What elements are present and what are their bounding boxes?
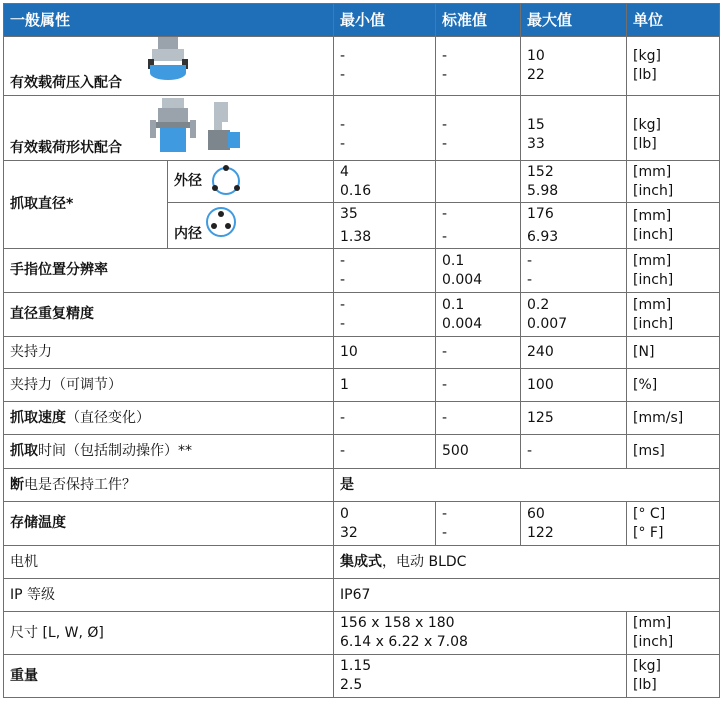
label-rest: 电是否保持工件？ bbox=[24, 476, 136, 493]
label-rest: 时间（包括制动操作）** bbox=[38, 443, 192, 459]
dimensions-value bbox=[334, 612, 627, 655]
min-cell bbox=[334, 161, 436, 203]
min-cell: 1 bbox=[334, 369, 436, 402]
value: - bbox=[340, 252, 346, 269]
header-typical: 标准值 bbox=[436, 4, 521, 37]
value: 0.1 bbox=[442, 252, 465, 269]
typ-cell bbox=[436, 161, 521, 203]
table-row bbox=[4, 402, 720, 435]
label-bold: 抓取速度 bbox=[10, 409, 66, 426]
value: - bbox=[340, 117, 346, 133]
value: 60 bbox=[527, 505, 545, 522]
weight-value bbox=[334, 655, 627, 698]
value: - bbox=[340, 136, 346, 152]
value: [lb] bbox=[633, 677, 657, 693]
value: [inch] bbox=[633, 634, 674, 650]
unit-cell bbox=[627, 612, 720, 655]
value: 0.007 bbox=[527, 315, 568, 332]
unit-cell: [ms] bbox=[627, 435, 720, 469]
value: [lb] bbox=[633, 67, 657, 83]
table-row bbox=[4, 369, 720, 402]
value: [mm] bbox=[633, 207, 672, 224]
dimensions-label: 尺寸 [L, W, Ø] bbox=[4, 612, 334, 655]
max-cell: 240 bbox=[521, 337, 627, 369]
value: 122 bbox=[527, 524, 554, 541]
typ-cell bbox=[436, 502, 521, 546]
external-label-cell bbox=[168, 161, 334, 203]
typ-cell: - bbox=[436, 402, 521, 435]
value: - bbox=[442, 228, 448, 245]
value: - bbox=[442, 67, 448, 83]
value bbox=[442, 182, 514, 201]
min-cell bbox=[334, 293, 436, 337]
unit-cell bbox=[627, 655, 720, 698]
gripper-force-fit-icon bbox=[144, 37, 192, 83]
header-unit: 单位 bbox=[627, 4, 720, 37]
value: [kg] bbox=[633, 117, 661, 133]
typ-cell bbox=[436, 96, 521, 161]
value: 5.98 bbox=[527, 182, 559, 199]
ip-class-label: IP 等级 bbox=[4, 579, 334, 612]
typ-cell: - bbox=[436, 369, 521, 402]
value: 10 bbox=[527, 48, 545, 64]
typ-cell bbox=[436, 293, 521, 337]
unit-cell bbox=[627, 249, 720, 293]
payload-force-label: 有效载荷压入配合 bbox=[10, 75, 122, 91]
min-cell bbox=[334, 203, 436, 249]
max-cell: 100 bbox=[521, 369, 627, 402]
value: - bbox=[442, 505, 448, 522]
value: [° C] bbox=[633, 505, 666, 522]
table-row bbox=[4, 96, 720, 161]
value: 0.1 bbox=[442, 296, 465, 313]
power-loss-value: 是 bbox=[334, 469, 720, 502]
header-max: 最大值 bbox=[521, 4, 627, 37]
value: - bbox=[442, 205, 448, 222]
value: [° F] bbox=[633, 524, 664, 541]
max-cell bbox=[521, 249, 627, 293]
value: 35 bbox=[340, 205, 358, 222]
table-row bbox=[4, 502, 720, 546]
value: 0.004 bbox=[442, 315, 483, 332]
finger-resolution-label: 手指位置分辨率 bbox=[4, 249, 334, 293]
value: - bbox=[442, 117, 448, 133]
ip-class-value: IP67 bbox=[334, 579, 720, 612]
min-cell: - bbox=[334, 435, 436, 469]
value: [inch] bbox=[633, 271, 674, 288]
value: 176 bbox=[527, 205, 554, 222]
value: 6.93 bbox=[527, 228, 559, 245]
value-bold: 集成式 bbox=[340, 553, 383, 570]
value: - bbox=[340, 67, 346, 83]
gripper-form-fit-icon bbox=[144, 98, 244, 154]
min-cell bbox=[334, 96, 436, 161]
value: [mm] bbox=[633, 252, 672, 269]
value: - bbox=[340, 271, 346, 288]
table-row bbox=[4, 546, 720, 579]
value: 156 x 158 x 180 bbox=[340, 615, 455, 631]
value: 1.15 bbox=[340, 658, 372, 674]
value bbox=[442, 163, 514, 182]
max-cell: - bbox=[521, 435, 627, 469]
min-cell bbox=[334, 249, 436, 293]
power-loss-label bbox=[4, 469, 334, 502]
table-row bbox=[4, 161, 720, 203]
value: 1.38 bbox=[340, 228, 372, 245]
typ-cell bbox=[436, 203, 521, 249]
value: 6.14 x 6.22 x 7.08 bbox=[340, 634, 468, 650]
unit-cell: [%] bbox=[627, 369, 720, 402]
typ-cell bbox=[436, 37, 521, 96]
max-cell bbox=[521, 96, 627, 161]
value: - bbox=[442, 136, 448, 152]
value: - bbox=[340, 315, 346, 332]
unit-cell bbox=[627, 37, 720, 96]
value: 2.5 bbox=[340, 677, 363, 693]
table-row bbox=[4, 337, 720, 369]
external-label: 外径 bbox=[174, 173, 202, 189]
value: 4 bbox=[340, 163, 349, 180]
weight-label: 重量 bbox=[4, 655, 334, 698]
max-cell bbox=[521, 203, 627, 249]
table-row bbox=[4, 655, 720, 698]
storage-temp-label: 存储温度 bbox=[4, 502, 334, 546]
value: - bbox=[527, 252, 533, 269]
min-cell bbox=[334, 502, 436, 546]
value: 15 bbox=[527, 117, 545, 133]
value: - bbox=[340, 296, 346, 313]
max-cell: 125 bbox=[521, 402, 627, 435]
unit-cell bbox=[627, 293, 720, 337]
unit-cell bbox=[627, 502, 720, 546]
value: [lb] bbox=[633, 136, 657, 152]
typ-cell: - bbox=[436, 337, 521, 369]
internal-grip-icon bbox=[204, 205, 238, 239]
motor-value bbox=[334, 546, 720, 579]
table-row bbox=[4, 293, 720, 337]
label-bold: 抓取 bbox=[10, 443, 38, 459]
max-cell bbox=[521, 293, 627, 337]
table-row bbox=[4, 579, 720, 612]
diameter-repeatability-label: 直径重复精度 bbox=[4, 293, 334, 337]
internal-label-cell bbox=[168, 203, 334, 249]
header-row bbox=[4, 4, 720, 37]
grip-force-label: 夹持力 bbox=[4, 337, 334, 369]
value: - bbox=[442, 48, 448, 64]
value: [mm] bbox=[633, 615, 672, 631]
label-rest: （直径变化） bbox=[66, 409, 150, 426]
min-cell bbox=[334, 37, 436, 96]
value: - bbox=[527, 271, 533, 288]
value: [mm] bbox=[633, 163, 672, 180]
value: 32 bbox=[340, 524, 358, 541]
max-cell bbox=[521, 161, 627, 203]
grip-time-label bbox=[4, 435, 334, 469]
value: 0.2 bbox=[527, 296, 550, 313]
max-cell bbox=[521, 502, 627, 546]
value: [inch] bbox=[633, 182, 674, 199]
value: [inch] bbox=[633, 226, 674, 243]
unit-cell bbox=[627, 203, 720, 249]
unit-cell bbox=[627, 161, 720, 203]
external-grip-icon bbox=[208, 163, 244, 199]
table-row bbox=[4, 249, 720, 293]
table-row bbox=[4, 37, 720, 96]
label-bold: 断 bbox=[10, 476, 24, 493]
value: 33 bbox=[527, 136, 545, 152]
value: [kg] bbox=[633, 48, 661, 64]
grip-force-adj-label: 夹持力（可调节） bbox=[4, 369, 334, 402]
min-cell: - bbox=[334, 402, 436, 435]
max-cell bbox=[521, 37, 627, 96]
grip-diameter-label: 抓取直径* bbox=[4, 161, 168, 249]
value: 22 bbox=[527, 67, 545, 83]
unit-cell: [mm/s] bbox=[627, 402, 720, 435]
value: - bbox=[442, 524, 448, 541]
motor-label: 电机 bbox=[4, 546, 334, 579]
value-rest: ，电动 BLDC bbox=[382, 553, 467, 570]
value: [inch] bbox=[633, 315, 674, 332]
value: [kg] bbox=[633, 658, 661, 674]
table-row bbox=[4, 612, 720, 655]
table-row bbox=[4, 469, 720, 502]
row-label bbox=[4, 96, 334, 161]
header-property: 一般属性 bbox=[4, 4, 334, 37]
payload-form-label: 有效载荷形状配合 bbox=[10, 140, 122, 156]
grip-speed-label bbox=[4, 402, 334, 435]
min-cell: 10 bbox=[334, 337, 436, 369]
row-label bbox=[4, 37, 334, 96]
value: 0.004 bbox=[442, 271, 483, 288]
value: - bbox=[340, 48, 346, 64]
value: 0.16 bbox=[340, 182, 372, 199]
spec-table bbox=[3, 3, 720, 698]
internal-label: 内径 bbox=[174, 226, 202, 242]
value: 0 bbox=[340, 505, 349, 522]
header-min: 最小值 bbox=[334, 4, 436, 37]
value: [mm] bbox=[633, 296, 672, 313]
table-row bbox=[4, 435, 720, 469]
unit-cell bbox=[627, 96, 720, 161]
value: 152 bbox=[527, 163, 554, 180]
unit-cell: [N] bbox=[627, 337, 720, 369]
typ-cell bbox=[436, 249, 521, 293]
typ-cell: 500 bbox=[436, 435, 521, 469]
